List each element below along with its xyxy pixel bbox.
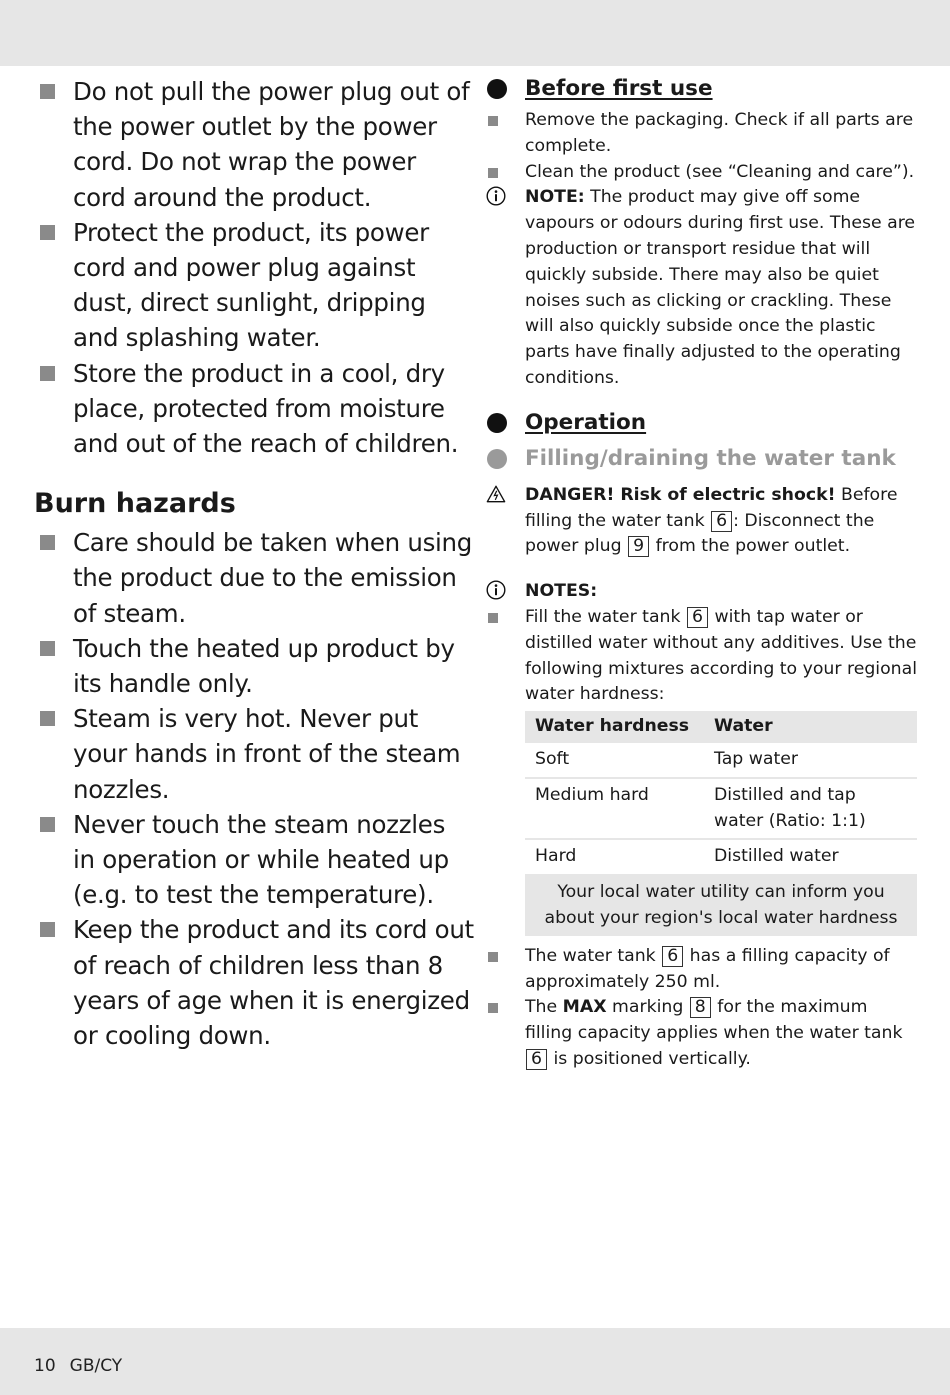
table-footnote: Your local water utility can inform you about your region's local water hardness [525,875,917,936]
table-cell: Tap water [704,743,917,778]
danger-label: DANGER! Risk of electric shock! [525,484,836,505]
bullet-text: Store the product in a cool, dry place, protected from moisture and out of the reach of children. [73,358,459,459]
filling-heading [486,444,918,474]
right-column [486,74,918,1073]
list-item [34,356,474,462]
part-number-badge: 6 [526,1049,547,1070]
part-number-badge: 6 [711,511,732,532]
danger-text: Before filling the water tank [525,484,898,531]
bullet-text: for the maximum filling capacity applies when the water tank [525,997,903,1044]
list-item [34,525,474,631]
bullet-text: The [525,997,563,1018]
square-bullet-icon [488,168,498,178]
section-title: Filling/draining the water tank [525,445,896,471]
notes-block [486,579,918,605]
table-cell: Soft [525,743,704,778]
water-hardness-table [525,711,917,936]
page-number: 10 [34,1356,56,1376]
bullet-text: Care should be taken when using the product due to the emission of steam. [73,528,473,628]
list-item [34,215,474,356]
footer-band [0,1328,950,1395]
square-bullet-icon [40,366,55,381]
list-item [486,944,918,996]
section-dot-icon [487,413,507,433]
left-column [34,74,474,1053]
danger-text: : Disconnect the power plug [525,510,875,557]
warning-icon [486,484,506,504]
max-marking-text: MAX [562,997,607,1018]
list-item [34,74,474,215]
bullet-text: Steam is very hot. Never put your hands in front of the steam nozzles. [73,704,461,804]
square-bullet-icon [488,613,498,623]
info-icon [486,186,506,206]
language-code: GB/CY [69,1356,123,1376]
bullet-text: has a filling capacity of approximately 250 ml. [525,945,890,992]
bullet-text: with tap water or distilled water without any additives. Use the following mixtures according to your regional water hardness: [525,606,918,705]
list-item [34,631,474,701]
table-row [525,839,917,875]
square-bullet-icon [40,535,55,550]
note-block [486,185,918,391]
square-bullet-icon [40,641,55,656]
square-bullet-icon [40,711,55,726]
table-header-cell: Water hardness [525,711,704,743]
before-first-use-heading [486,74,918,104]
notes-label: NOTES: [525,581,598,602]
list-item [486,605,918,708]
table-cell: Distilled and tap water (Ratio: 1:1) [704,778,917,840]
operation-heading [486,408,918,438]
footer [34,1356,136,1376]
list-item [486,108,918,160]
note-text: The product may give off some vapours or odours during first use. These are production or transport residue that will quickly subside. There may also be quiet noises such as clicking or crackling. These will also quickly subside once the plastic parts have finally adjusted to the operating conditions. [525,187,916,388]
table-header-cell: Water [704,711,917,743]
part-number-badge: 6 [662,946,683,967]
bullet-text: Do not pull the power plug out of the power outlet by the power cord. Do not wrap the power cord around the product. [73,77,470,212]
list-item [34,912,474,1053]
header-band [0,0,950,66]
section-dot-icon [487,79,507,99]
square-bullet-icon [40,922,55,937]
bullet-text: Never touch the steam nozzles in operation or while heated up (e.g. to test the temperature). [73,809,449,910]
table-row [525,743,917,778]
bullet-text: Touch the heated up product by its handle only. [73,633,455,699]
square-bullet-icon [40,84,55,99]
bullet-text: marking [606,997,689,1018]
danger-text: from the power outlet. [650,536,851,557]
note-label: NOTE: [525,187,585,208]
list-item [34,701,474,807]
square-bullet-icon [488,952,498,962]
bullet-text: The water tank [525,945,662,966]
list-item [34,807,474,913]
bullet-text: Remove the packaging. Check if all parts are complete. [525,110,914,156]
table-row [525,778,917,840]
bullet-text: Protect the product, its power cord and power plug against dust, direct sunlight, dripping and splashing water. [73,217,429,353]
table-cell: Distilled water [704,839,917,875]
square-bullet-icon [488,116,498,126]
burn-hazards-heading: Burn hazards [34,488,236,520]
danger-block [486,483,918,560]
part-number-badge: 8 [690,997,711,1018]
table-cell: Hard [525,839,704,875]
square-bullet-icon [40,817,55,832]
section-dot-icon [487,449,507,469]
bullet-text: Fill the water tank [525,606,686,627]
bullet-text: is positioned vertically. [548,1048,751,1069]
square-bullet-icon [40,225,55,240]
bullet-text: Keep the product and its cord out of reach of children less than 8 years of age when it is energized or cooling down. [73,915,474,1051]
square-bullet-icon [488,1003,498,1013]
section-title: Before first use [525,76,713,101]
list-item [486,160,918,186]
table-cell: Medium hard [525,778,704,840]
bullet-text: Clean the product (see “Cleaning and care”). [525,161,915,182]
info-icon [486,580,506,600]
list-item [486,995,918,1072]
section-title: Operation [525,409,647,435]
part-number-badge: 6 [687,607,708,628]
part-number-badge: 9 [628,536,649,557]
table-header-row [525,711,917,743]
table-footnote-row [525,875,917,936]
